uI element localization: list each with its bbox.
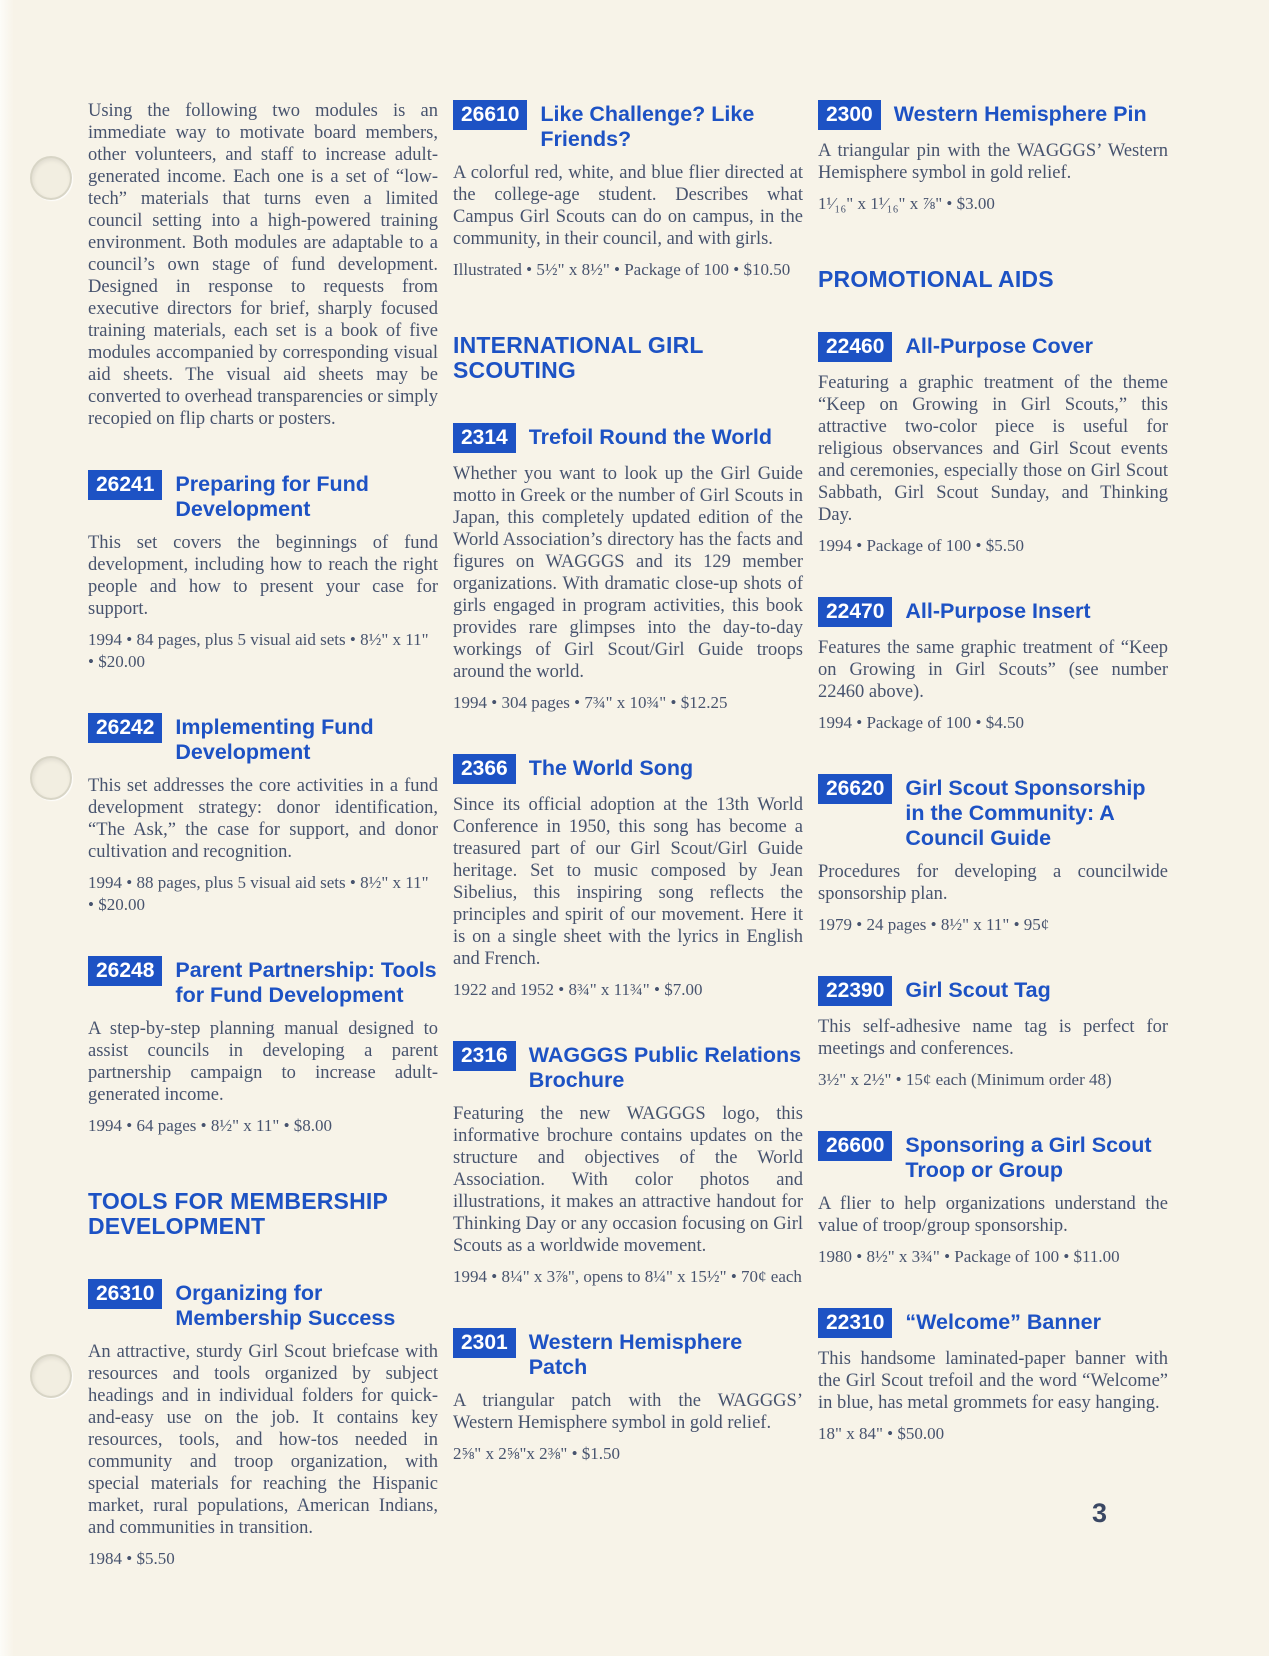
item-title: Trefoil Round the World [528,425,772,449]
column-2 [453,100,803,1465]
item-header [453,1041,803,1093]
item-description: This set covers the beginnings of fund development, including how to reach the right people and how to present your case for support. [88,533,438,619]
binder-hole [30,156,72,200]
catalog-item [453,1041,803,1288]
item-header [453,754,803,784]
item-title: WAGGGS Public Relations Brochure [528,1043,802,1092]
item-header [453,423,803,453]
catalog-item [818,597,1168,734]
binder-hole [30,1354,72,1398]
item-title: Parent Partnership: Tools for Fund Development [175,958,437,1007]
item-number-badge: 26620 [818,774,892,804]
item-number-badge: 22310 [818,1308,892,1338]
column-3 [818,100,1168,1445]
item-description: This set addresses the core activities in a fund development strategy: donor identification, “The Ask,” the case for support, and donor cultivation and recognition. [88,776,438,862]
section-heading: INTERNATIONAL GIRL SCOUTING [453,332,704,383]
item-specs: 1994 • Package of 100 • $4.50 [818,713,1024,732]
item-title: Sponsoring a Girl Scout Troop or Group [905,1133,1152,1182]
item-description: Since its official adoption at the 13th World Conference in 1950, this song has become a treasured part of our Girl Scout/Girl Guide heritage. Set to music composed by Jean Sibelius, this inspiring song reflects the principles and spirit of our movement. Here it is on a single sheet with the lyrics in English and French. [453,795,803,969]
item-specs: 1984 • $5.50 [88,1549,175,1568]
catalog-item [818,976,1168,1091]
item-title: All-Purpose Insert [905,599,1091,623]
item-specs: Illustrated • 5½" x 8½" • Package of 100 • $10.50 [453,260,791,279]
page-number: 3 [1092,1498,1108,1528]
section-heading: TOOLS FOR MEMBERSHIP DEVELOPMENT [88,1188,388,1239]
item-title: Like Challenge? Like Friends? [540,102,755,151]
catalog-columns [88,100,1168,1570]
item-title: Western Hemisphere Patch [528,1330,743,1379]
item-description: This self-adhesive name tag is perfect for meetings and conferences. [818,1017,1168,1059]
catalog-item [453,754,803,1001]
catalog-item [818,100,1168,215]
item-description: Featuring the new WAGGGS logo, this informative brochure contains updates on the structure and objectives of the World Association. With color photos and illustrations, it makes an attractive handout for Thinking Day or any occasion focusing on Girl Scouts as a worldwide movement. [453,1104,803,1256]
item-specs: 3½" x 2½" • 15¢ each (Minimum order 48) [818,1070,1112,1089]
item-number-badge: 2300 [818,100,881,130]
catalog-item [88,470,438,673]
item-number-badge: 22390 [818,976,892,1006]
item-number-badge: 22470 [818,597,892,627]
item-header [88,1279,438,1331]
item-number-badge: 26310 [88,1279,162,1309]
item-specs: 1994 • 304 pages • 7¾" x 10¾" • $12.25 [453,693,728,712]
column-1 [88,100,438,1570]
item-number-badge: 26600 [818,1131,892,1161]
catalog-item [818,774,1168,936]
item-number-badge: 2366 [453,754,516,784]
item-description: A colorful red, white, and blue flier directed at the college-age student. Describes what Campus Girl Scouts can do on campus, in the community, in their council, and with girls. [453,163,803,249]
catalog-item [88,956,438,1137]
item-description: A triangular pin with the WAGGGS’ Western Hemisphere symbol in gold relief. [818,141,1168,183]
catalog-item [818,332,1168,557]
catalog-item [818,1308,1168,1445]
item-header [88,470,438,522]
item-header [818,332,1168,362]
item-title: Implementing Fund Development [175,715,374,764]
item-header [818,100,1168,130]
item-header [818,597,1168,627]
item-specs: 1922 and 1952 • 8¾" x 11¾" • $7.00 [453,980,703,999]
item-number-badge: 2316 [453,1041,516,1071]
item-specs: 1980 • 8½" x 3¾" • Package of 100 • $11.00 [818,1247,1120,1266]
item-specs: 2⅝" x 2⅝"x 2⅜" • $1.50 [453,1444,621,1463]
item-specs: 1¹⁄₁₆" x 1¹⁄₁₆" x ⅞" • $3.00 [818,194,995,213]
item-title: All-Purpose Cover [905,334,1093,358]
item-number-badge: 26248 [88,956,162,986]
item-specs: 1979 • 24 pages • 8½" x 11" • 95¢ [818,915,1050,934]
item-specs: 18" x 84" • $50.00 [818,1424,945,1443]
item-number-badge: 26610 [453,100,527,130]
item-title: Girl Scout Tag [905,978,1051,1002]
item-specs: 1994 • 64 pages • 8½" x 11" • $8.00 [88,1116,333,1135]
item-title: “Welcome” Banner [905,1310,1101,1334]
item-header [88,956,438,1008]
item-specs: 1994 • 88 pages, plus 5 visual aid sets • 8½" x 11" • $20.00 [88,873,429,914]
catalog-item [88,1279,438,1570]
item-number-badge: 2301 [453,1328,516,1358]
intro-paragraph: Using the following two modules is an immediate way to motivate board members, other volunteers, and staff to increase adult-generated income. Each one is a set of “low-tech” materials that turns even a limited council setting into a high-powered training environment. Both modules are adaptable to a council’s own stage of fund development. Designed in response to requests from executive directors for brief, sharply focused training materials, each set is a book of five modules accompanied by corresponding visual aid sheets. The visual aid sheets may be converted to overhead transparencies or simply recopied on flip charts or posters. [88,101,438,429]
catalog-item [818,1131,1168,1268]
item-number-badge: 26242 [88,713,162,743]
item-title: Organizing for Membership Success [175,1281,396,1330]
item-description: Featuring a graphic treatment of the theme “Keep on Growing in Girl Scouts,” this attractive two-color piece is useful for religious observances and Girl Scout events and ceremonies, especially those on Girl Scout Sabbath, Girl Scout Sunday, and Thinking Day. [818,373,1168,525]
item-description: Whether you want to look up the Girl Guide motto in Greek or the number of Girl Scouts in Japan, this completely updated edition of the World Association’s directory has the facts and figures on WAGGGS and its 129 member organizations. With dramatic close-up shots of girls engaged in program activities, this book provides rare glimpses into the day-to-day workings of Girl Scout/Girl Guide troops around the world. [453,464,803,682]
catalog-item [453,1328,803,1465]
item-description: This handsome laminated-paper banner with the Girl Scout trefoil and the word “Welcome” in blue, has metal grommets for easy hanging. [818,1349,1168,1413]
item-title: Western Hemisphere Pin [893,102,1147,126]
item-description: Features the same graphic treatment of “Keep on Growing in Girl Scouts” (see number 22460 above). [818,638,1168,702]
catalog-item [453,100,803,281]
catalog-item [453,423,803,714]
item-title: Preparing for Fund Development [175,472,369,521]
item-description: A flier to help organizations understand the value of troop/group sponsorship. [818,1194,1168,1236]
item-number-badge: 22460 [818,332,892,362]
section-heading: PROMOTIONAL AIDS [818,266,1054,292]
item-title: The World Song [528,756,694,780]
item-description: A triangular patch with the WAGGGS’ Western Hemisphere symbol in gold relief. [453,1391,803,1433]
item-specs: 1994 • Package of 100 • $5.50 [818,536,1024,555]
item-specs: 1994 • 8¼" x 3⅞", opens to 8¼" x 15½" • 70¢ each [453,1267,802,1286]
item-description: A step-by-step planning manual designed to assist councils in developing a parent partnership campaign to increase adult-generated income. [88,1019,438,1105]
item-header [818,1308,1168,1338]
item-description: Procedures for developing a councilwide sponsorship plan. [818,862,1168,904]
item-header [453,1328,803,1380]
item-header [818,976,1168,1006]
item-header [88,713,438,765]
item-number-badge: 2314 [453,423,516,453]
item-specs: 1994 • 84 pages, plus 5 visual aid sets • 8½" x 11" • $20.00 [88,630,429,671]
binder-hole [30,756,72,800]
catalog-item [88,713,438,916]
item-header [818,1131,1168,1183]
item-header [453,100,803,152]
item-header [818,774,1168,851]
item-description: An attractive, sturdy Girl Scout briefcase with resources and tools organized by subject headings and in individual folders for quick-and-easy use on the job. It contains key resources, tools, and how-tos needed in community and troop organization, with special materials for reaching the Hispanic market, rural populations, American Indians, and communities in transition. [88,1342,438,1538]
item-number-badge: 26241 [88,470,162,500]
item-title: Girl Scout Sponsorship in the Community: A Council Guide [905,776,1146,850]
